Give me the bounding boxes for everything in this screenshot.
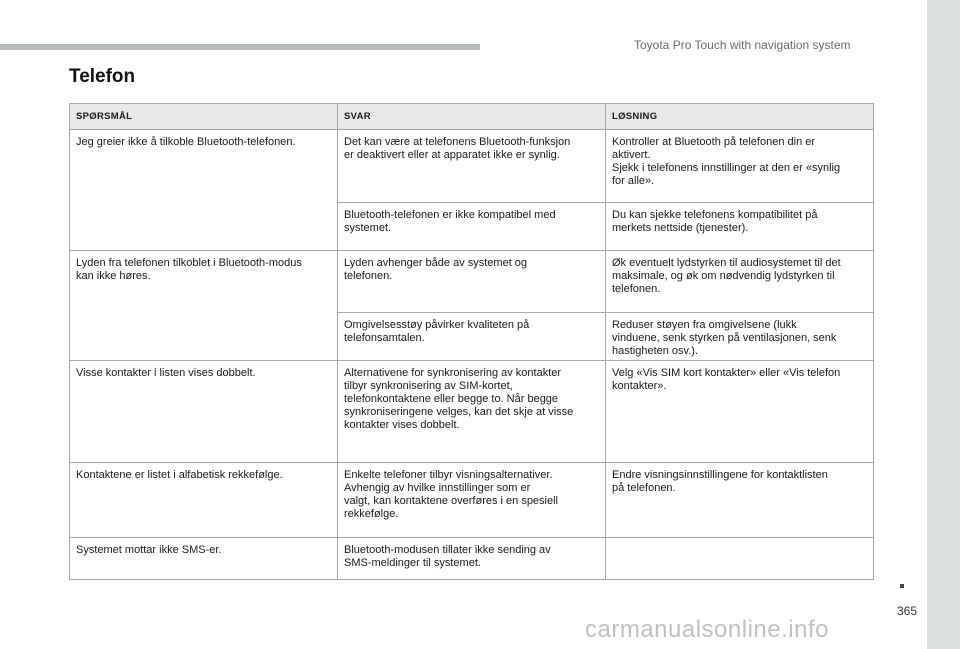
section-title: Telefon [69, 66, 136, 87]
answer-cell: Alternativene for synkronisering av kontakter tilbyr synkronisering av SIM-kortet, telefonkontaktene eller begge to. Når begge synkroniseringene velges, kan det skje at visse kontakter vises dobbelt. [338, 361, 606, 463]
question-cell: Kontaktene er listet i alfabetisk rekkefølge. [70, 463, 338, 538]
table-header-row [70, 104, 874, 130]
solution-cell: Du kan sjekke telefonens kompatibilitet på merkets nettside (tjenester). [606, 203, 874, 251]
answer-cell: Bluetooth-modusen tillater ikke sending av SMS-meldinger til systemet. [338, 538, 606, 580]
header-question: SPØRSMÅL [70, 104, 338, 130]
document-title: Toyota Pro Touch with navigation system [634, 38, 851, 52]
answer-cell: Bluetooth-telefonen er ikke kompatibel med systemet. [338, 203, 606, 251]
table-row [70, 538, 874, 580]
solution-cell: Øk eventuelt lydstyrken til audiosystemet til det maksimale, og øk om nødvendig lydstyrken til telefonen. [606, 251, 874, 313]
solution-cell: Reduser støyen fra omgivelsene (lukk vinduene, senk styrken på ventilasjonen, senk hastigheten osv.). [606, 313, 874, 361]
watermark: carmanualsonline.info [585, 616, 829, 643]
question-cell: Jeg greier ikke å tilkoble Bluetooth-telefonen. [70, 130, 338, 251]
question-cell: Visse kontakter i listen vises dobbelt. [70, 361, 338, 463]
page-marker-dot [900, 584, 904, 588]
table-row [70, 361, 874, 463]
header-answer: SVAR [338, 104, 606, 130]
header-solution: LØSNING [606, 104, 874, 130]
page-number: 365 [897, 604, 918, 618]
solution-cell: Kontroller at Bluetooth på telefonen din er aktivert. Sjekk i telefonens innstillinger at den er «synlig for alle». [606, 130, 874, 203]
table-row [70, 251, 874, 313]
header-rule [0, 44, 480, 50]
answer-cell: Enkelte telefoner tilbyr visningsalternativer. Avhengig av hvilke innstillinger som er valgt, kan kontaktene overføres i en spesiell rekkefølge. [338, 463, 606, 538]
table-row [70, 130, 874, 203]
solution-cell: Endre visningsinnstillingene for kontaktlisten på telefonen. [606, 463, 874, 538]
question-cell: Systemet mottar ikke SMS-er. [70, 538, 338, 580]
solution-cell [606, 538, 874, 580]
answer-cell: Lyden avhenger både av systemet og telefonen. [338, 251, 606, 313]
solution-cell: Velg «Vis SIM kort kontakter» eller «Vis telefon kontakter». [606, 361, 874, 463]
table-row [70, 463, 874, 538]
answer-cell: Det kan være at telefonens Bluetooth-funksjon er deaktivert eller at apparatet ikke er synlig. [338, 130, 606, 203]
troubleshooting-table [69, 103, 874, 580]
question-cell: Lyden fra telefonen tilkoblet i Bluetooth-modus kan ikke høres. [70, 251, 338, 361]
answer-cell: Omgivelsesstøy påvirker kvaliteten på telefonsamtalen. [338, 313, 606, 361]
page-edge-strip [927, 0, 960, 649]
